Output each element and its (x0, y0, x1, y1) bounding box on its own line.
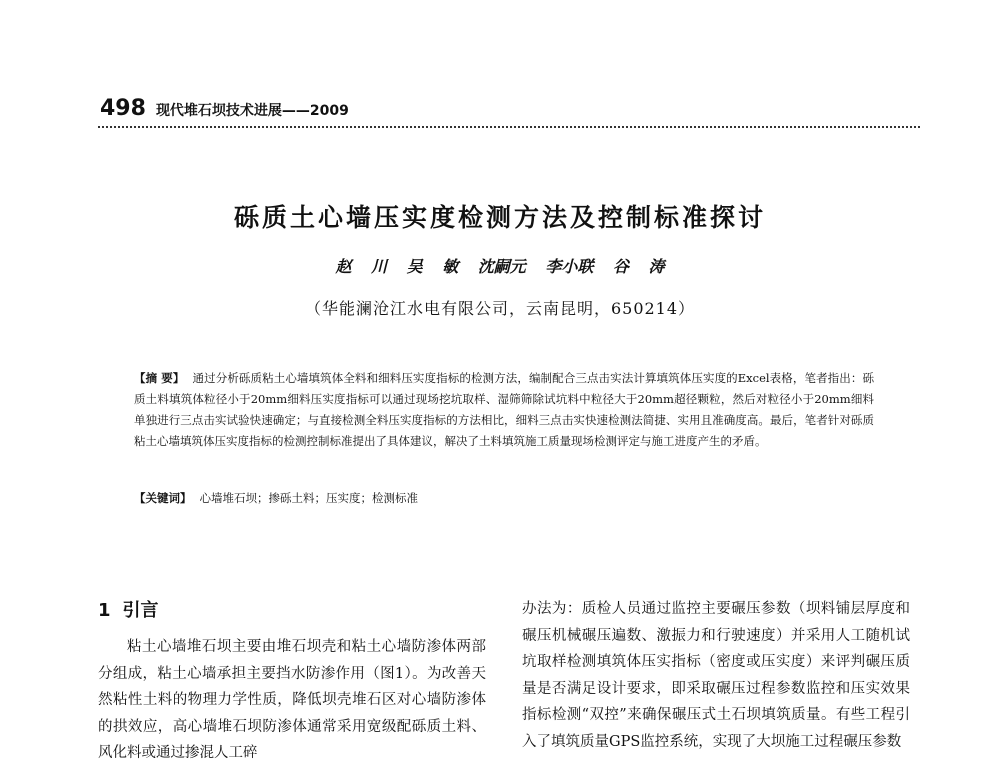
running-header (100, 96, 920, 121)
journal-title: 现代堆石坝技术进展——2009 (155, 103, 349, 119)
keywords-text: 心墙堆石坝；掺砾土料；压实度；检测标准 (199, 491, 418, 505)
section-title: 引言 (122, 600, 159, 621)
section-number: 1 (98, 600, 111, 621)
abstract-label: 【摘 要】 (134, 371, 185, 385)
page-number: 498 (100, 96, 146, 121)
section-heading (98, 596, 486, 634)
affiliation: （华能澜沧江水电有限公司，云南昆明，650214） (304, 299, 696, 318)
keywords-label: 【关键词】 (134, 491, 192, 505)
keywords (134, 488, 874, 509)
abstract (134, 368, 874, 452)
left-column (98, 596, 486, 767)
body-paragraph-right: 办法为：质检人员通过监控主要碾压参数（坝料铺层厚度和碾压机械碾压遍数、激振力和行驶速度）并采用人工随机试坑取样检测填筑体压实指标（密度或压实度）来评判碾压质量是否满足设计要求，即采取碾压过程参数监控和压实效果指标检测“双控”来确保碾压式土石坝填筑质量。有些工程引入了填筑质量GPS监控系统，实现了大坝施工过程碾压参数 (522, 601, 910, 750)
right-column (522, 596, 910, 755)
authors: 赵 川 吴 敏 沈嗣元 李小联 谷 涛 (335, 257, 665, 276)
header-rule (98, 126, 920, 128)
paper-title: 砾质土心墙压实度检测方法及控制标准探讨 (233, 203, 766, 232)
abstract-text: 通过分析砾质粘土心墙填筑体全料和细料压实度指标的检测方法，编制配合三点击实法计算填筑体压实度的Excel表格，笔者指出：砾质土料填筑体粒径小于20mm细料压实度指标可以通过现场挖坑取样、湿筛筛除试坑料中粒径大于20mm超径颗粒，然后对粒径小于20mm细料单独进行三点击实试验快速确定；与直接检测全料压实度指标的方法相比，细料三点击实快速检测法简捷、实用且准确度高。最后，笔者针对砾质粘土心墙填筑体压实度指标的检测控制标准提出了具体建议，解决了土料填筑施工质量现场检测评定与施工进度产生的矛盾。 (134, 371, 874, 448)
body-paragraph-left: 粘土心墙堆石坝主要由堆石坝壳和粘土心墙防渗体两部分组成，粘土心墙承担主要挡水防渗作用（图1）。为改善天然粘性土料的物理力学性质，降低坝壳堆石区对心墙防渗体的拱效应，高心墙堆石坝防渗体通常采用宽级配砾质土料、风化料或通过掺混人工碎 (98, 639, 486, 761)
